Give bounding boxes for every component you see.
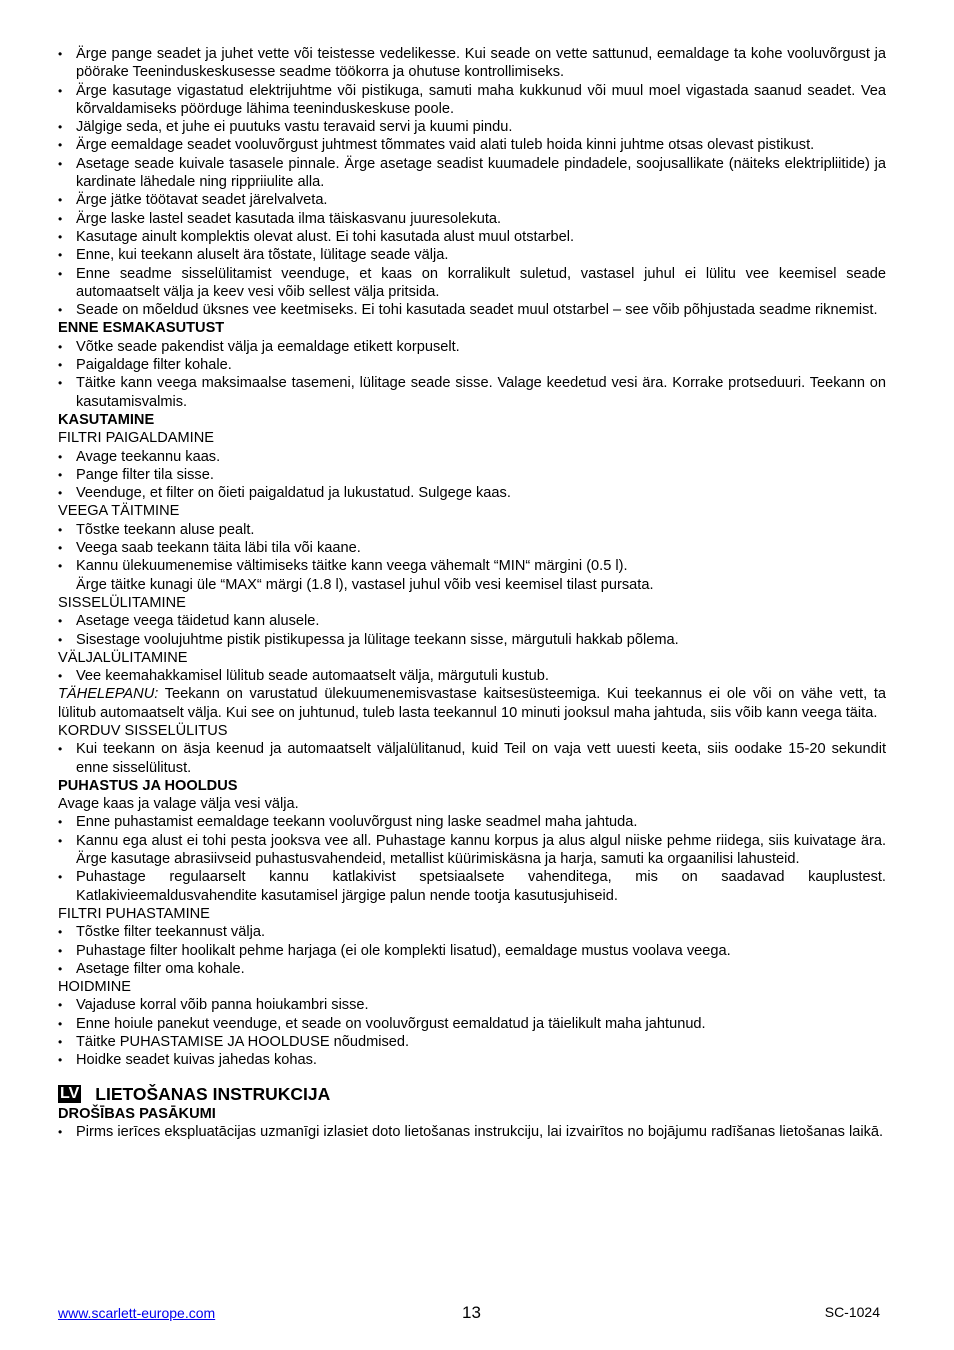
storage-title: HOIDMINE xyxy=(58,979,131,996)
website-link[interactable]: www.scarlett-europe.com xyxy=(58,1305,216,1321)
switch-off-list xyxy=(58,667,886,685)
list-item: • Tõstke filter teekannust välja. xyxy=(58,923,886,941)
lv-section-title xyxy=(58,1084,886,1105)
list-item: • Täitke PUHASTAMISE JA HOOLDUSE nõudmised. xyxy=(58,1033,886,1051)
list-item: • Ärge jätke töötavat seadet järelvalveta. xyxy=(58,191,886,209)
attention-note xyxy=(58,685,886,722)
list-item: • Ärge eemaldage seadet vooluvõrgust juhtmest tõmmates vaid alati tuleb hoida kinni juhtme otsas olevast pistikust. xyxy=(58,136,886,154)
list-item: • Jälgige seda, et juhe ei puutuks vastu teravaid servi ja kuumi pindu. xyxy=(58,118,886,136)
list-item: • Enne seadme sisselülitamist veenduge, et kaas on korralikult suletud, vastasel juhul ei lülitu vee keemisel seade automaatselt välja ja keev vesi võib sellest välja pritsida. xyxy=(58,265,886,302)
attention-label: TÄHELEPANU: xyxy=(58,686,159,703)
list-item: • Enne, kui teekann aluselt ära tõstate, lülitage seade välja. xyxy=(58,246,886,264)
list-item: • Enne puhastamist eemaldage teekann vooluvõrgust ning laske seadmel maha jahtuda. xyxy=(58,813,886,831)
list-item: • Ärge kasutage vigastatud elektrijuhtme või pistikuga, samuti maha kukkunud või muul moel vigastada saanud seadet. Vea kõrvaldamiseks pöörduge lähima teeninduskeskuse poole. xyxy=(58,82,886,119)
list-item: • Vajaduse korral võib panna hoiukambri sisse. xyxy=(58,996,886,1014)
switch-on-list xyxy=(58,612,886,649)
list-item: • Võtke seade pakendist välja ja eemaldage etikett korpuselt. xyxy=(58,338,886,356)
list-item: • Hoidke seadet kuivas jahedas kohas. xyxy=(58,1051,886,1069)
list-item: • Pirms ierīces ekspluatācijas uzmanīgi izlasiet doto lietošanas instrukciju, lai izvairītos no bojājumu radīšanas lietošanas laikā. xyxy=(58,1123,886,1141)
filling-title: VEEGA TÄITMINE xyxy=(58,503,180,520)
safety-list xyxy=(58,45,886,319)
attention-text: Teekann on varustatud ülekuumenemisvastase kaitsesüsteemiga. Kui teekannus ei ole või on vähe vett, ta lülitub automaatselt välja. Kui see on juhtunud, tuleb lasta teekannul 10 minuti jooksul maha jahtuda, siis võib kann veega täita. xyxy=(58,686,886,721)
list-item: • Kasutage ainult komplektis olevat alust. Ei tohi kasutada alust muul otstarbel. xyxy=(58,228,886,246)
repeat-list xyxy=(58,740,886,777)
filling-continuation: Ärge täitke kunagi üle “MAX“ märgi (1.8 l), vastasel juhul võib vesi keemisel tilast pursata. xyxy=(76,576,654,593)
page-number: 13 xyxy=(462,1303,481,1322)
filter-cleaning-title: FILTRI PUHASTAMINE xyxy=(58,905,210,922)
filling-list xyxy=(58,521,886,576)
list-item: • Kannu ülekuumenemise vältimiseks täitke kann veega vähemalt “MIN“ märgini (0.5 l). xyxy=(58,557,886,575)
usage-heading: KASUTAMINE xyxy=(58,411,155,428)
cleaning-intro: Avage kaas ja valage välja vesi välja. xyxy=(58,796,299,813)
list-item: • Veega saab teekann täita läbi tila või kaane. xyxy=(58,539,886,557)
list-item: • Vee keemahakkamisel lülitub seade automaatselt välja, märgutuli kustub. xyxy=(58,667,886,685)
list-item: • Asetage filter oma kohale. xyxy=(58,960,886,978)
document-body xyxy=(58,45,886,1141)
list-item: • Seade on mõeldud üksnes vee keetmiseks. Ei tohi kasutada seadet muul otstarbel – see võib põhjustada seadme riknemist. xyxy=(58,301,886,319)
list-item: • Ärge pange seadet ja juhet vette või teistesse vedelikesse. Kui seade on vette sattunud, eemaldage ta kohe vooluvõrgust ja pöörake Teeninduskeskusesse seadme töökorra ja ohutuse kontrollimiseks. xyxy=(58,45,886,82)
first-use-heading: ENNE ESMAKASUTUST xyxy=(58,320,225,337)
list-item: • Kannu ega alust ei tohi pesta jooksva vee all. Puhastage kannu korpus ja alus algul niiske pehme riidega, siis kuivatage ära. Ärge kasutage abrasiivseid puhastusvahendeid, metallist küürimiskäsna ja harja, samuti ka orgaanilisi lahusteid. xyxy=(58,832,886,869)
lv-subheading: DROŠĪBAS PASĀKUMI xyxy=(58,1105,216,1122)
model-number: SC-1024 xyxy=(824,1304,880,1320)
list-item: • Kui teekann on äsja keenud ja automaatselt väljalülitanud, kuid Teil on vaja vett uuesti keeta, siis oodake 15-20 sekundit enne sisselülitust. xyxy=(58,740,886,777)
list-item: • Ärge laske lastel seadet kasutada ilma täiskasvanu juuresolekuta. xyxy=(58,210,886,228)
list-item: • Veenduge, et filter on õieti paigaldatud ja lukustatud. Sulgege kaas. xyxy=(58,484,886,502)
list-item: • Täitke kann veega maksimaalse tasemeni, lülitage seade sisse. Valage keedetud vesi ära. Korrake protseduuri. Teekann on kasutamisvalmis. xyxy=(58,374,886,411)
list-item: • Avage teekannu kaas. xyxy=(58,448,886,466)
first-use-list xyxy=(58,338,886,411)
switch-off-title: VÄLJALÜLITAMINE xyxy=(58,649,188,666)
repeat-title: KORDUV SISSELÜLITUS xyxy=(58,722,228,739)
switch-on-title: SISSELÜLITAMINE xyxy=(58,594,186,611)
filter-cleaning-list xyxy=(58,923,886,978)
list-item: • Asetage veega täidetud kann alusele. xyxy=(58,612,886,630)
list-item: • Enne hoiule panekut veenduge, et seade on vooluvõrgust eemaldatud ja täielikult maha jahtunud. xyxy=(58,1015,886,1033)
list-item: • Tõstke teekann aluse pealt. xyxy=(58,521,886,539)
cleaning-heading: PUHASTUS JA HOOLDUS xyxy=(58,777,238,794)
lv-safety-list xyxy=(58,1123,886,1141)
list-item: • Asetage seade kuivale tasasele pinnale. Ärge asetage seadist kuumadele pindadele, soojusallikate (näiteks elektripliitide) ja kardinate lähedale ning rippriiulite alla. xyxy=(58,155,886,192)
cleaning-list xyxy=(58,813,886,904)
storage-list xyxy=(58,996,886,1069)
list-item: • Paigaldage filter kohale. xyxy=(58,356,886,374)
list-item: • Puhastage regulaarselt kannu katlakivist spetsiaalsete vahenditega, mis on saadavad kauplustest. Katlakivieemaldusvahendite kasutamisel järgige palun nende tootja kasutusjuhiseid. xyxy=(58,868,886,905)
list-item: • Puhastage filter hoolikalt pehme harjaga (ei ole komplekti lisatud), eemaldage mustus voolava veega. xyxy=(58,942,886,960)
list-item: • Sisestage voolujuhtme pistik pistikupessa ja lülitage teekann sisse, märgutuli hakkab põlema. xyxy=(58,631,886,649)
lv-language-badge: LV xyxy=(60,1085,80,1103)
filter-install-title: FILTRI PAIGALDAMINE xyxy=(58,430,214,447)
list-item: • Pange filter tila sisse. xyxy=(58,466,886,484)
page-footer xyxy=(58,1303,886,1325)
filter-install-list xyxy=(58,448,886,503)
lv-title-text: LIETOŠANAS INSTRUKCIJA xyxy=(95,1083,331,1104)
